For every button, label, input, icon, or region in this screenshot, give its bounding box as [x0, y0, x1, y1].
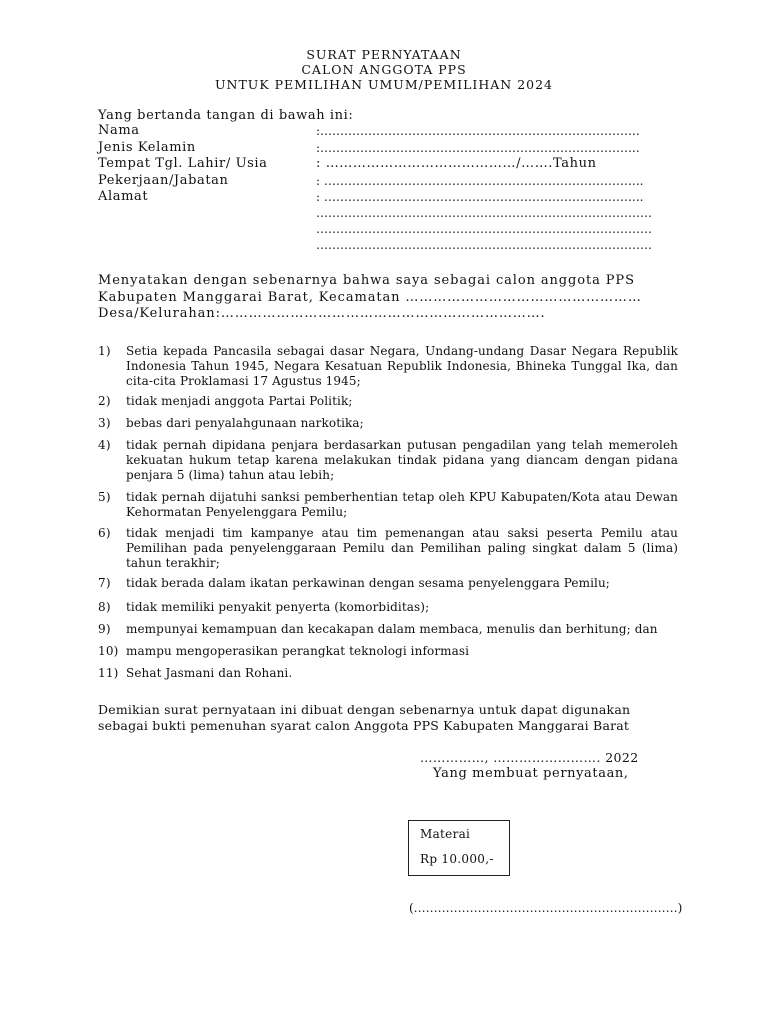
field-value-jenis-kelamin: :…………………………………………………………………….. [316, 141, 640, 155]
list-item-number: 11) [98, 666, 119, 680]
field-value-alamat-4: ………………………………………………………………………… [316, 238, 652, 252]
list-item-text: tidak menjadi anggota Partai Politik; [126, 394, 353, 408]
signature-made-by: Yang membuat pernyataan, [433, 766, 629, 781]
list-item-number: 6) [98, 526, 111, 540]
list-item-text: Sehat Jasmani dan Rohani. [126, 666, 293, 680]
declaration-line-2: Kabupaten Manggarai Barat, Kecamatan …………………………………………… [98, 290, 642, 305]
field-value-alamat-3: ………………………………………………………………………… [316, 222, 652, 236]
field-label-nama: Nama [98, 123, 140, 138]
field-value-pekerjaan: : …………………………………………………………………….. [316, 174, 644, 188]
list-item-number: 1) [98, 344, 111, 358]
title-line-3: UNTUK PEMILIHAN UMUM/PEMILIHAN 2024 [214, 77, 554, 92]
stamp-label: Materai [420, 827, 471, 841]
list-item-number: 2) [98, 394, 111, 408]
list-item-number: 5) [98, 490, 111, 504]
title-line-2: CALON ANGGOTA PPS [301, 62, 467, 77]
field-label-alamat: Alamat [98, 189, 149, 204]
closing-line-2: sebagai bukti pemenuhan syarat calon Anggota PPS Kabupaten Manggarai Barat [98, 718, 630, 733]
title-line-1: SURAT PERNYATAAN [306, 47, 462, 62]
field-value-alamat-1: : …………………………………………………………………….. [316, 190, 644, 204]
field-label-jenis-kelamin: Jenis Kelamin [98, 140, 196, 155]
field-value-alamat-2: ………………………………………………………………………… [316, 206, 652, 220]
list-item-number: 9) [98, 622, 111, 636]
closing-line-1: Demikian surat pernyataan ini dibuat dengan sebenarnya untuk dapat digunakan [98, 702, 631, 717]
field-value-nama: :…………………………………………………………………….. [316, 124, 640, 138]
signature-date-line: ……………, ……………………. 2022 [420, 750, 639, 765]
list-item-text: mempunyai kemampuan dan kecakapan dalam membaca, menulis dan berhitung; dan [126, 622, 658, 636]
list-item-text: bebas dari penyalahgunaan narkotika; [126, 416, 364, 430]
stamp-box [408, 820, 510, 876]
list-item-text: tidak pernah dipidana penjara berdasarkan putusan pengadilan yang telah memeroleh kekuatan hukum tetap karena melakukan tindak pidana yang diancam dengan pidana penjara 5 (lima) tahun atau lebih; [126, 438, 678, 482]
declaration-line-3: Desa/Kelurahan:……………………………………………………………. [98, 306, 546, 321]
declaration-line-1: Menyatakan dengan sebenarnya bahwa saya sebagai calon anggota PPS [98, 273, 635, 288]
intro-text: Yang bertanda tangan di bawah ini: [98, 108, 354, 123]
list-item-text: tidak menjadi tim kampanye atau tim pemenangan atau saksi peserta Pemilu atau Pemilihan pada penyelenggaraan Pemilu dan Pemilihan paling singkat dalam 5 (lima) tahun terakhir; [126, 526, 678, 570]
list-item-text: Setia kepada Pancasila sebagai dasar Negara, Undang-undang Dasar Negara Republik Indonesia Tahun 1945, Negara Kesatuan Republik Indonesia, Bhineka Tunggal Ika, dan cita-cita Proklamasi 17 Agustus 1945; [126, 344, 678, 388]
field-label-tempat-tgl-lahir: Tempat Tgl. Lahir/ Usia [98, 156, 268, 171]
list-item-text: tidak memiliki penyakit penyerta (komorbiditas); [126, 600, 430, 614]
field-label-pekerjaan: Pekerjaan/Jabatan [98, 173, 229, 188]
signature-name-line: (…………………………………………………………) [409, 901, 683, 915]
list-item-text: mampu mengoperasikan perangkat teknologi informasi [126, 644, 470, 658]
stamp-amount: Rp 10.000,- [420, 852, 494, 866]
list-item-number: 4) [98, 438, 111, 452]
list-item-text: tidak berada dalam ikatan perkawinan dengan sesama penyelenggara Pemilu; [126, 576, 610, 590]
field-value-tempat-tgl-lahir: : ……………………………………/…….Tahun [316, 156, 597, 171]
list-item-number: 3) [98, 416, 111, 430]
list-item-number: 8) [98, 600, 111, 614]
list-item-number: 10) [98, 644, 119, 658]
list-item-number: 7) [98, 576, 111, 590]
list-item-text: tidak pernah dijatuhi sanksi pemberhentian tetap oleh KPU Kabupaten/Kota atau Dewan Kehormatan Penyelenggara Pemilu; [126, 490, 678, 519]
